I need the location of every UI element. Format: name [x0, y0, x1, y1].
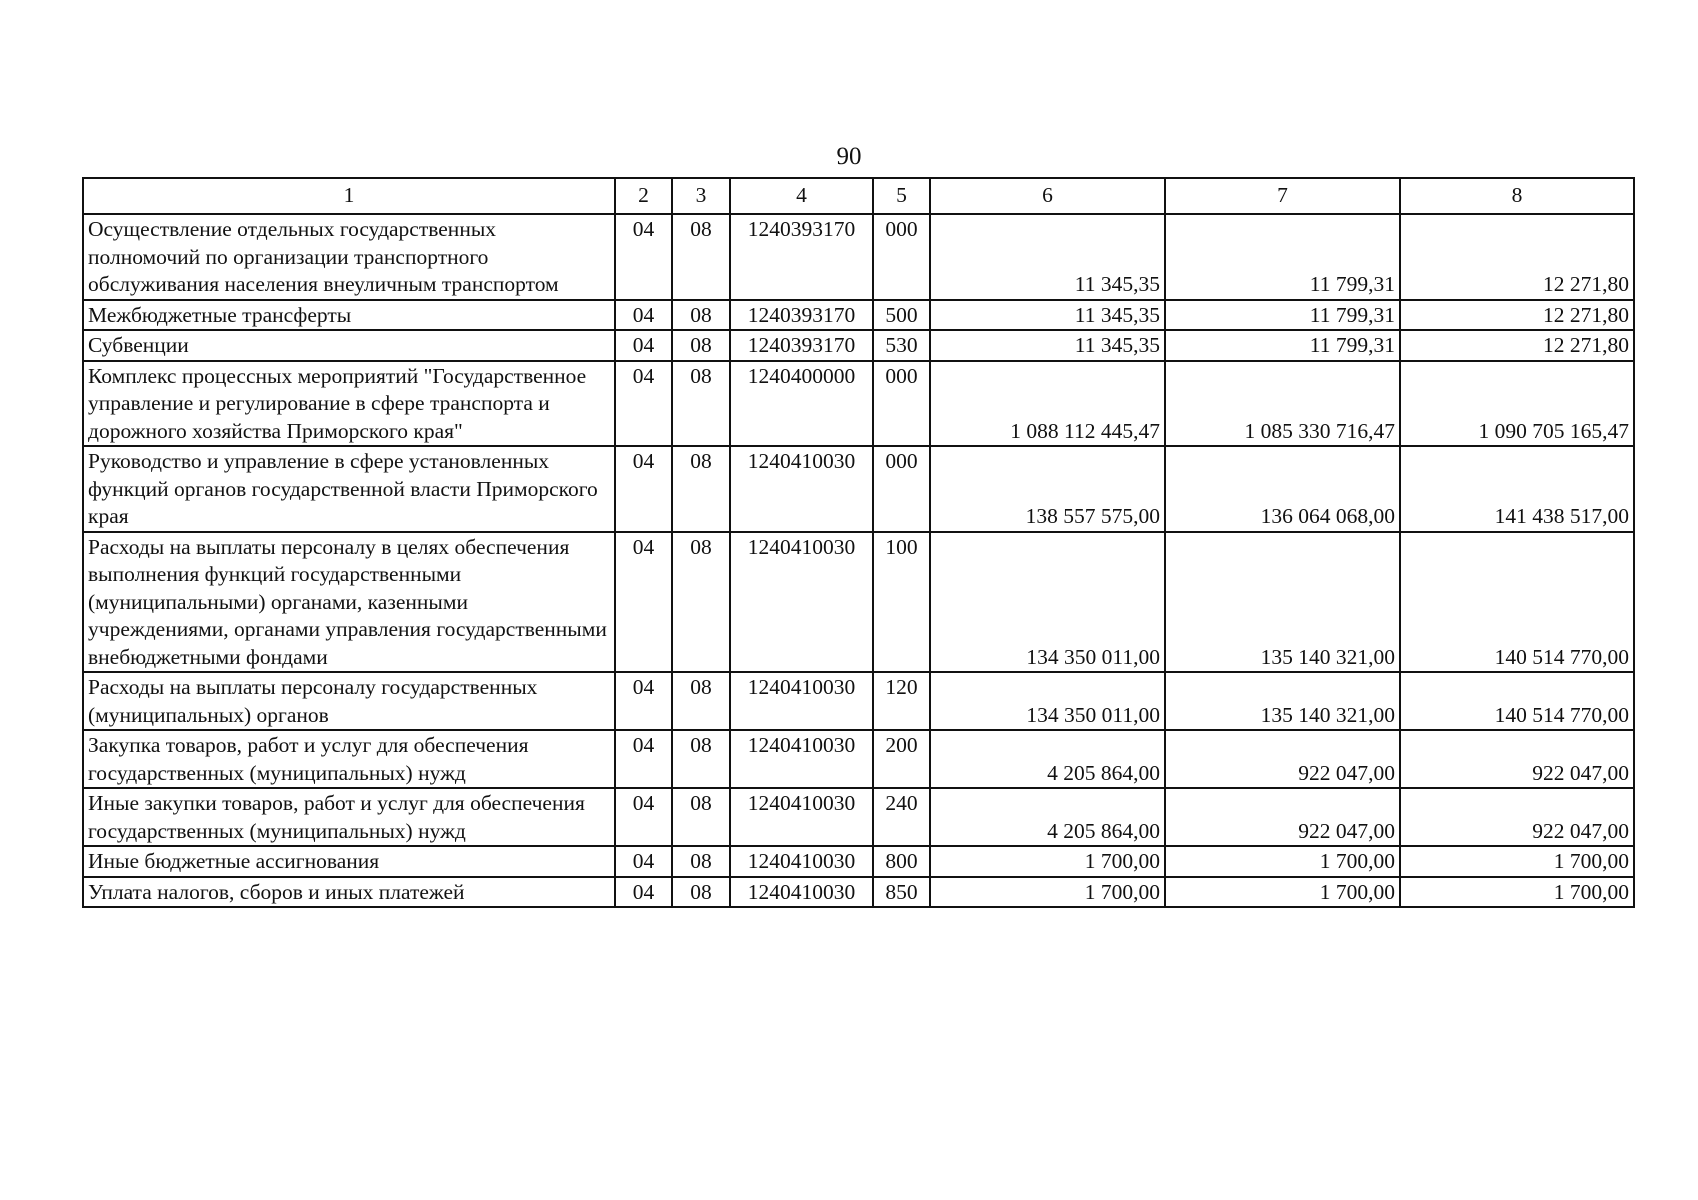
expense-name: Руководство и управление в сфере установленных функций органов государственной власти Приморского края	[83, 446, 615, 532]
subsection-code: 08	[672, 300, 730, 331]
amount-col-7: 135 140 321,00	[1165, 672, 1400, 730]
subsection-code: 08	[672, 730, 730, 788]
target-article-code: 1240410030	[730, 788, 873, 846]
section-code: 04	[615, 214, 672, 300]
table-row	[83, 446, 1634, 532]
section-code: 04	[615, 788, 672, 846]
target-article-code: 1240410030	[730, 877, 873, 908]
target-article-code: 1240400000	[730, 361, 873, 447]
subsection-code: 08	[672, 788, 730, 846]
subsection-code: 08	[672, 446, 730, 532]
amount-col-7: 1 700,00	[1165, 846, 1400, 877]
section-code: 04	[615, 446, 672, 532]
table-row	[83, 788, 1634, 846]
subsection-code: 08	[672, 846, 730, 877]
section-code: 04	[615, 361, 672, 447]
amount-col-6: 11 345,35	[930, 214, 1165, 300]
column-header: 8	[1400, 178, 1634, 214]
amount-col-6: 4 205 864,00	[930, 788, 1165, 846]
amount-col-8: 141 438 517,00	[1400, 446, 1634, 532]
amount-col-8: 12 271,80	[1400, 214, 1634, 300]
section-code: 04	[615, 846, 672, 877]
expense-type-code: 100	[873, 532, 930, 673]
table-row	[83, 672, 1634, 730]
expense-type-code: 850	[873, 877, 930, 908]
subsection-code: 08	[672, 330, 730, 361]
amount-col-8: 1 700,00	[1400, 877, 1634, 908]
amount-col-8: 12 271,80	[1400, 300, 1634, 331]
expense-type-code: 000	[873, 446, 930, 532]
section-code: 04	[615, 730, 672, 788]
amount-col-7: 11 799,31	[1165, 330, 1400, 361]
amount-col-8: 1 700,00	[1400, 846, 1634, 877]
amount-col-7: 11 799,31	[1165, 214, 1400, 300]
subsection-code: 08	[672, 877, 730, 908]
amount-col-6: 1 088 112 445,47	[930, 361, 1165, 447]
expense-name: Межбюджетные трансферты	[83, 300, 615, 331]
expense-type-code: 000	[873, 214, 930, 300]
amount-col-7: 135 140 321,00	[1165, 532, 1400, 673]
expense-name: Расходы на выплаты персоналу государственных (муниципальных) органов	[83, 672, 615, 730]
amount-col-8: 12 271,80	[1400, 330, 1634, 361]
expense-name: Комплекс процессных мероприятий "Государственное управление и регулирование в сфере транспорта и дорожного хозяйства Приморского края"	[83, 361, 615, 447]
amount-col-7: 136 064 068,00	[1165, 446, 1400, 532]
table-row	[83, 330, 1634, 361]
section-code: 04	[615, 877, 672, 908]
expense-name: Расходы на выплаты персоналу в целях обеспечения выполнения функций государственными (муниципальными) органами, казенными учреждениями, органами управления государственными внебюджетными фондами	[83, 532, 615, 673]
amount-col-6: 1 700,00	[930, 846, 1165, 877]
column-header: 3	[672, 178, 730, 214]
expense-type-code: 240	[873, 788, 930, 846]
subsection-code: 08	[672, 672, 730, 730]
expense-name: Закупка товаров, работ и услуг для обеспечения государственных (муниципальных) нужд	[83, 730, 615, 788]
table-row	[83, 846, 1634, 877]
amount-col-6: 4 205 864,00	[930, 730, 1165, 788]
expense-type-code: 800	[873, 846, 930, 877]
expense-name: Субвенции	[83, 330, 615, 361]
expense-name: Иные бюджетные ассигнования	[83, 846, 615, 877]
subsection-code: 08	[672, 214, 730, 300]
amount-col-6: 11 345,35	[930, 330, 1165, 361]
amount-col-6: 11 345,35	[930, 300, 1165, 331]
expense-type-code: 200	[873, 730, 930, 788]
expense-type-code: 500	[873, 300, 930, 331]
subsection-code: 08	[672, 532, 730, 673]
amount-col-6: 1 700,00	[930, 877, 1165, 908]
page-number: 90	[836, 143, 862, 170]
amount-col-6: 134 350 011,00	[930, 672, 1165, 730]
amount-col-8: 922 047,00	[1400, 788, 1634, 846]
subsection-code: 08	[672, 361, 730, 447]
target-article-code: 1240393170	[730, 330, 873, 361]
expense-name: Иные закупки товаров, работ и услуг для обеспечения государственных (муниципальных) нужд	[83, 788, 615, 846]
expense-name: Уплата налогов, сборов и иных платежей	[83, 877, 615, 908]
section-code: 04	[615, 300, 672, 331]
table-row	[83, 532, 1634, 673]
expense-type-code: 000	[873, 361, 930, 447]
column-header: 1	[83, 178, 615, 214]
target-article-code: 1240410030	[730, 730, 873, 788]
expense-type-code: 120	[873, 672, 930, 730]
table-row	[83, 214, 1634, 300]
column-header: 7	[1165, 178, 1400, 214]
column-header: 4	[730, 178, 873, 214]
column-header: 6	[930, 178, 1165, 214]
table-row	[83, 877, 1634, 908]
section-code: 04	[615, 532, 672, 673]
target-article-code: 1240393170	[730, 214, 873, 300]
target-article-code: 1240410030	[730, 672, 873, 730]
budget-table	[82, 177, 1635, 908]
amount-col-7: 1 085 330 716,47	[1165, 361, 1400, 447]
amount-col-7: 11 799,31	[1165, 300, 1400, 331]
amount-col-8: 140 514 770,00	[1400, 672, 1634, 730]
table-row	[83, 361, 1634, 447]
column-header: 2	[615, 178, 672, 214]
amount-col-6: 138 557 575,00	[930, 446, 1165, 532]
column-header: 5	[873, 178, 930, 214]
amount-col-7: 1 700,00	[1165, 877, 1400, 908]
amount-col-7: 922 047,00	[1165, 788, 1400, 846]
target-article-code: 1240410030	[730, 446, 873, 532]
amount-col-8: 922 047,00	[1400, 730, 1634, 788]
expense-type-code: 530	[873, 330, 930, 361]
section-code: 04	[615, 672, 672, 730]
amount-col-7: 922 047,00	[1165, 730, 1400, 788]
target-article-code: 1240410030	[730, 532, 873, 673]
table-row	[83, 730, 1634, 788]
target-article-code: 1240393170	[730, 300, 873, 331]
amount-col-8: 140 514 770,00	[1400, 532, 1634, 673]
target-article-code: 1240410030	[730, 846, 873, 877]
expense-name: Осуществление отдельных государственных полномочий по организации транспортного обслуживания населения внеуличным транспортом	[83, 214, 615, 300]
amount-col-6: 134 350 011,00	[930, 532, 1165, 673]
table-row	[83, 300, 1634, 331]
header-row	[83, 178, 1634, 214]
section-code: 04	[615, 330, 672, 361]
amount-col-8: 1 090 705 165,47	[1400, 361, 1634, 447]
